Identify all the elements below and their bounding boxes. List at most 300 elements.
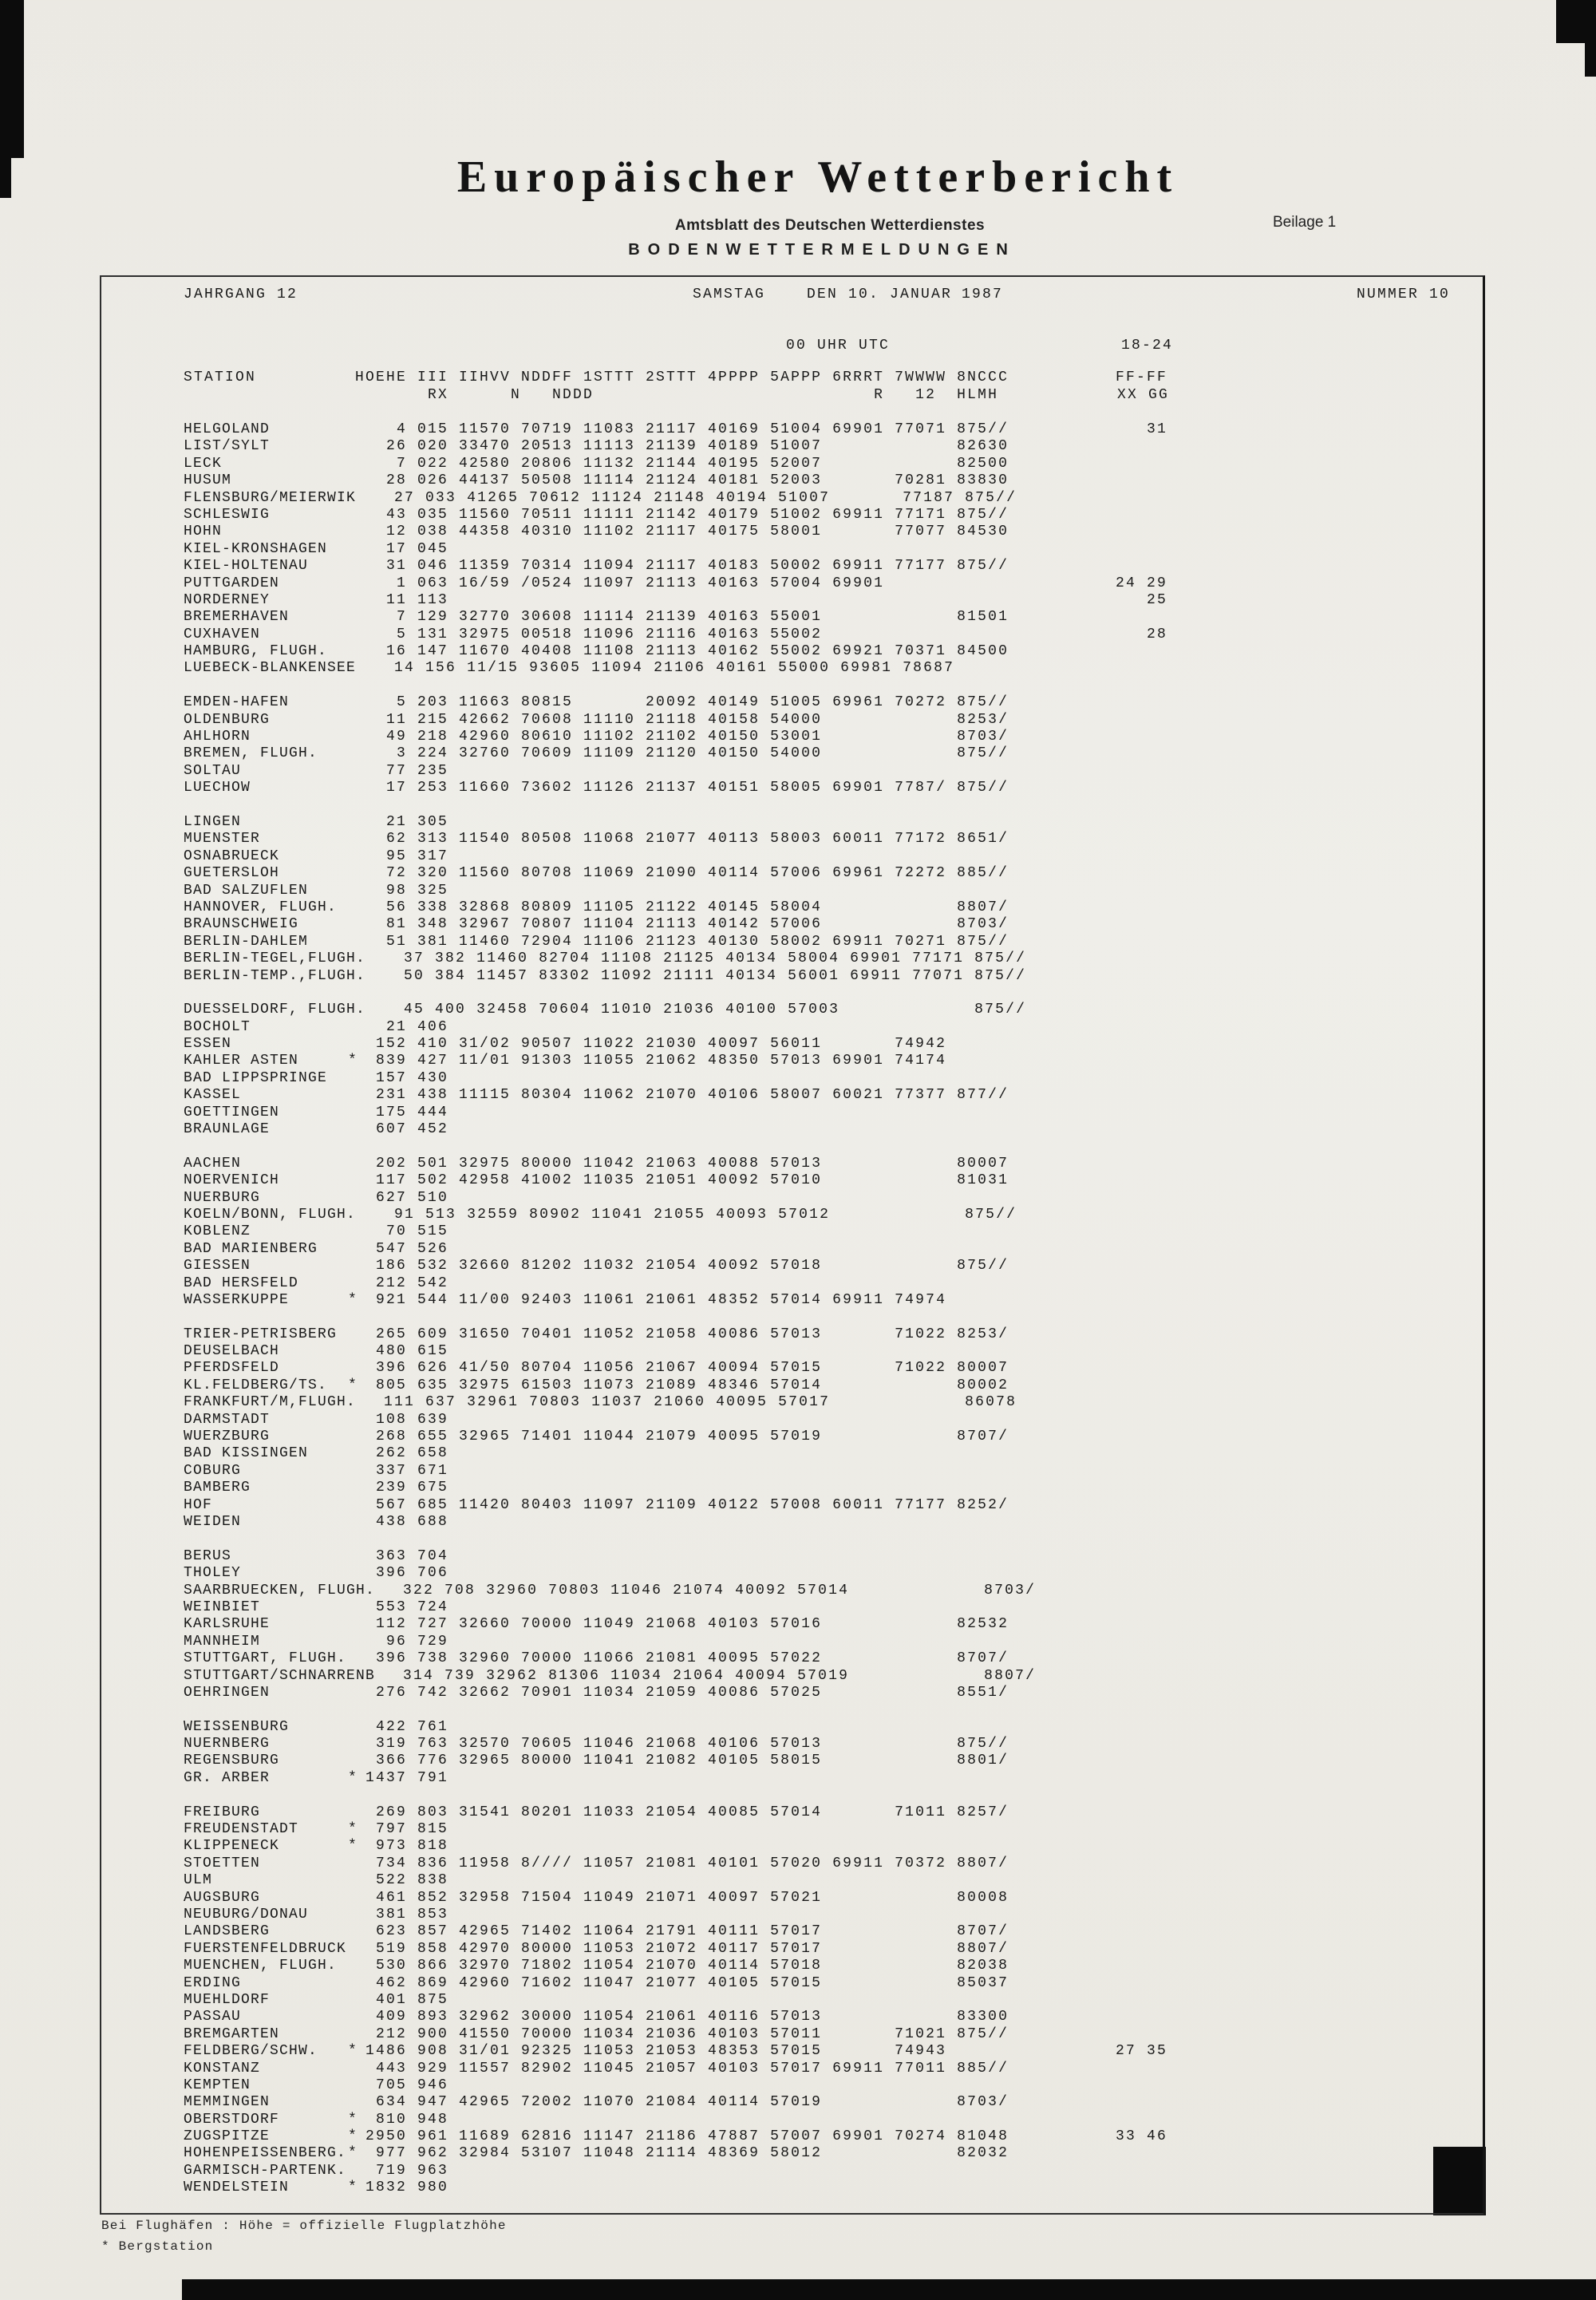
station-values: 91 513 32559 80902 11041 21055 40093 57012 875// — [373, 1206, 1017, 1223]
bergstation-marker: * — [348, 1053, 359, 1069]
station-row — [101, 883, 1483, 899]
station-values: 322 708 32960 70803 11046 21074 40092 57014 8703/ — [393, 1582, 1037, 1599]
station-values: 26 020 33470 20513 11113 21139 40189 51007 82630 — [365, 438, 1009, 455]
station-values: 921 544 11/00 92403 11061 21061 48352 57014 69911 74974 — [365, 1291, 947, 1308]
station-row — [101, 1156, 1483, 1172]
station-name: FELDBERG/SCHW. — [184, 2043, 318, 2060]
page-title: Europäischer Wetterbericht — [456, 152, 1179, 202]
station-values: 805 635 32975 61503 11073 21089 48346 57014 80002 — [365, 1377, 1009, 1393]
station-name: KIEL-HOLTENAU — [184, 558, 309, 575]
station-row — [101, 1105, 1483, 1121]
bergstation-marker: * — [348, 2111, 359, 2128]
station-name: NUERBURG — [184, 1189, 261, 1206]
station-name: BREMGARTEN — [184, 2025, 280, 2042]
station-row — [101, 1343, 1483, 1360]
station-values: 734 836 11958 8//// 11057 21081 40101 57020 69911 70372 8807/ — [365, 1855, 1009, 1871]
station-name: MANNHEIM — [184, 1633, 261, 1650]
station-values: 810 948 — [365, 2111, 449, 2128]
station-row — [101, 575, 1483, 592]
station-row — [101, 1821, 1483, 1838]
station-row — [101, 1326, 1483, 1343]
station-row — [101, 865, 1483, 882]
station-row — [101, 1599, 1483, 1616]
station-values: 117 502 42958 41002 11035 21051 40092 57010 81031 — [365, 1172, 1009, 1189]
station-row — [101, 1002, 1483, 1018]
station-name: OSNABRUECK — [184, 848, 280, 864]
station-values: 553 724 — [365, 1599, 449, 1615]
station-values: 96 729 — [365, 1633, 449, 1650]
station-name: BAD HERSFELD — [184, 1274, 299, 1291]
station-values: 4 015 11570 70719 11083 21117 40169 51004 69901 77071 875// — [365, 421, 1009, 437]
station-values: 45 400 32458 70604 11010 21036 40100 57003 875// — [383, 1002, 1027, 1018]
station-group — [101, 1156, 1483, 1310]
station-row — [101, 1668, 1483, 1685]
station-group — [101, 1804, 1483, 2197]
station-name: STUTTGART/SCHNARRENB — [184, 1667, 376, 1684]
station-wind-values: 28 — [1116, 626, 1168, 642]
station-values: 363 704 — [365, 1547, 449, 1564]
station-values: 547 526 — [365, 1240, 449, 1257]
station-column-header: STATION — [184, 370, 257, 385]
station-row — [101, 1241, 1483, 1258]
station-name: MUEHLDORF — [184, 1991, 271, 2008]
station-name: KOELN/BONN, FLUGH. — [184, 1206, 357, 1223]
station-row — [101, 1429, 1483, 1445]
station-name: ZUGSPITZE — [184, 2128, 271, 2145]
station-name: KOBLENZ — [184, 1223, 251, 1240]
station-group — [101, 694, 1483, 796]
station-name: FUERSTENFELDBRUCK — [184, 1940, 347, 1957]
station-row — [101, 934, 1483, 950]
station-values: 186 532 32660 81202 11032 21054 40092 57018 875// — [365, 1258, 1009, 1274]
bergstation-marker: * — [348, 1821, 359, 1838]
station-name: KAHLER ASTEN — [184, 1053, 299, 1069]
station-values: 81 348 32967 70807 11104 21113 40142 57006 8703/ — [365, 916, 1009, 933]
station-name: NUERNBERG — [184, 1736, 271, 1753]
station-row — [101, 1583, 1483, 1599]
station-values: 231 438 11115 80304 11062 21070 40106 58007 60021 77377 877// — [365, 1087, 1009, 1104]
station-name: FREIBURG — [184, 1804, 261, 1820]
station-values: 366 776 32965 80000 11041 21082 40105 58015 8801/ — [365, 1753, 1009, 1769]
station-name: LUECHOW — [184, 780, 251, 796]
station-row — [101, 1685, 1483, 1701]
station-values: 265 609 31650 70401 11052 21058 40086 57013 71022 8253/ — [365, 1326, 1009, 1342]
station-values: 567 685 11420 80403 11097 21109 40122 57008 60011 77177 8252/ — [365, 1496, 1009, 1513]
station-values: 21 305 — [365, 813, 449, 830]
station-row — [101, 1548, 1483, 1565]
station-name: PASSAU — [184, 2009, 242, 2025]
station-row — [101, 848, 1483, 865]
station-name: HELGOLAND — [184, 421, 271, 437]
scan-artifact-top-right — [1556, 0, 1596, 43]
station-name: HUSUM — [184, 472, 232, 489]
station-values: 530 866 32970 71802 11054 21070 40114 57018 82038 — [365, 1958, 1009, 1974]
station-values: 202 501 32975 80000 11042 21063 40088 57013 80007 — [365, 1155, 1009, 1172]
station-name: BRAUNLAGE — [184, 1121, 271, 1138]
station-name: GR. ARBER — [184, 1769, 271, 1786]
station-name: GUETERSLOH — [184, 865, 280, 882]
station-row — [101, 780, 1483, 796]
station-values: 7 022 42580 20806 11132 21144 40195 52007 82500 — [365, 455, 1009, 472]
station-name: KEMPTEN — [184, 2077, 251, 2093]
station-values: 1437 791 — [365, 1769, 449, 1786]
station-values: 70 515 — [365, 1223, 449, 1240]
station-values: 21 406 — [365, 1018, 449, 1035]
station-values: 72 320 11560 80708 11069 21090 40114 57006 69961 72272 885// — [365, 865, 1009, 882]
station-row — [101, 2163, 1483, 2179]
station-row — [101, 968, 1483, 985]
jahrgang-label: JAHRGANG 12 — [184, 287, 298, 302]
station-name: SOLTAU — [184, 762, 242, 779]
station-name: HOHN — [184, 524, 223, 540]
station-name: BAD KISSINGEN — [184, 1445, 309, 1462]
station-values: 51 381 11460 72904 11106 21123 40130 58002 69911 70271 875// — [365, 933, 1009, 950]
station-values: 98 325 — [365, 882, 449, 899]
station-row — [101, 1223, 1483, 1240]
bergstation-marker: * — [348, 1377, 359, 1393]
bergstation-marker: * — [348, 2128, 359, 2145]
scan-artifact-bottom-bar — [182, 2279, 1596, 2300]
station-values: 839 427 11/01 91303 11055 21062 48350 57013 69901 74174 — [365, 1053, 947, 1069]
station-row — [101, 2077, 1483, 2094]
station-row — [101, 421, 1483, 438]
bergstation-marker: * — [348, 1769, 359, 1786]
station-name: PFERDSFELD — [184, 1360, 280, 1377]
station-values: 31 046 11359 70314 11094 21117 40183 50002 69911 77177 875// — [365, 558, 1009, 575]
ff-column-header: FF-FF — [1116, 370, 1168, 385]
station-values: 268 655 32965 71401 11044 21079 40095 57019 8707/ — [365, 1429, 1009, 1445]
station-row — [101, 592, 1483, 609]
station-name: BERUS — [184, 1547, 232, 1564]
station-values: 239 675 — [365, 1480, 449, 1496]
station-values: 276 742 32662 70901 11034 21059 40086 57025 8551/ — [365, 1684, 1009, 1701]
station-row — [101, 507, 1483, 524]
station-name: SCHLESWIG — [184, 506, 271, 523]
station-values: 7 129 32770 30608 11114 21139 40163 55001 81501 — [365, 609, 1009, 626]
station-values: 396 706 — [365, 1565, 449, 1582]
station-values: 37 382 11460 82704 11108 21125 40134 58004 69901 77171 875// — [383, 950, 1027, 967]
station-name: FLENSBURG/MEIERWIK — [184, 489, 357, 506]
station-row — [101, 1445, 1483, 1462]
bergstation-marker: * — [348, 2145, 359, 2162]
station-values: 17 253 11660 73602 11126 21137 40151 58005 69901 7787/ 875// — [365, 780, 1009, 796]
station-values: 314 739 32962 81306 11034 21064 40094 57019 8807/ — [393, 1667, 1037, 1684]
station-name: COBURG — [184, 1462, 242, 1479]
station-values: 396 626 41/50 80704 11056 21067 40094 57015 71022 80007 — [365, 1360, 1009, 1377]
station-name: WEIDEN — [184, 1514, 242, 1530]
station-values: 1486 908 31/01 92325 11053 21053 48353 57015 74943 — [365, 2043, 947, 2060]
station-row — [101, 1804, 1483, 1821]
station-row — [101, 916, 1483, 933]
station-row — [101, 814, 1483, 831]
station-name: SAARBRUECKEN, FLUGH. — [184, 1582, 376, 1599]
station-row — [101, 1975, 1483, 1992]
station-row — [101, 729, 1483, 745]
scan-artifact-top-left — [0, 0, 24, 158]
station-values: 705 946 — [365, 2077, 449, 2093]
station-name: LUEBECK-BLANKENSEE — [184, 660, 357, 677]
station-name: BERLIN-DAHLEM — [184, 933, 309, 950]
station-row — [101, 1565, 1483, 1582]
station-name: HOF — [184, 1496, 213, 1513]
station-values: 56 338 32868 80809 11105 21122 40145 58004 8807/ — [365, 899, 1009, 915]
station-rows — [101, 421, 1483, 2214]
station-name: WENDELSTEIN — [184, 2179, 290, 2196]
station-wind-values: 27 35 — [1116, 2043, 1168, 2060]
station-name: WASSERKUPPE — [184, 1291, 290, 1308]
station-values: 381 853 — [365, 1906, 449, 1923]
station-row — [101, 1190, 1483, 1207]
station-values: 3 224 32760 70609 11109 21120 40150 54000 875// — [365, 745, 1009, 762]
station-row — [101, 1258, 1483, 1274]
station-name: HOHENPEISSENBERG. — [184, 2145, 347, 2162]
station-row — [101, 1941, 1483, 1958]
station-values: 409 893 32962 30000 11054 21061 40116 57013 83300 — [365, 2009, 1009, 2025]
station-wind-values: 33 46 — [1116, 2128, 1168, 2145]
station-name: HAMBURG, FLUGH. — [184, 643, 328, 660]
station-name: LANDSBERG — [184, 1923, 271, 1940]
station-name: KASSEL — [184, 1087, 242, 1104]
bergstation-marker: * — [348, 1838, 359, 1855]
station-values: 519 858 42970 80000 11053 21072 40117 57017 8807/ — [365, 1940, 1009, 1957]
station-name: WUERZBURG — [184, 1429, 271, 1445]
station-row — [101, 1070, 1483, 1087]
station-values: 212 542 — [365, 1274, 449, 1291]
station-name: ESSEN — [184, 1036, 232, 1053]
station-name: STUTTGART, FLUGH. — [184, 1650, 347, 1667]
station-row — [101, 609, 1483, 626]
station-row — [101, 1736, 1483, 1753]
station-row — [101, 745, 1483, 762]
station-values: 112 727 32660 70000 11049 21068 40103 57016 82532 — [365, 1616, 1009, 1633]
station-name: MUENSTER — [184, 831, 261, 848]
station-name: KL.FELDBERG/TS. — [184, 1377, 328, 1393]
station-values: 28 026 44137 50508 11114 21124 40181 52003 70281 83830 — [365, 472, 1009, 489]
station-name: BAMBERG — [184, 1480, 251, 1496]
station-row — [101, 899, 1483, 916]
station-name: EMDEN-HAFEN — [184, 694, 290, 711]
station-row — [101, 1275, 1483, 1292]
station-group — [101, 1548, 1483, 1702]
station-name: ERDING — [184, 1974, 242, 1991]
station-row — [101, 660, 1483, 677]
station-values: 12 038 44358 40310 11102 21117 40175 58001 77077 84530 — [365, 524, 1009, 540]
station-row — [101, 1753, 1483, 1769]
station-row — [101, 2128, 1483, 2145]
station-name: FRANKFURT/M,FLUGH. — [184, 1394, 357, 1411]
station-name: BERLIN-TEGEL,FLUGH. — [184, 950, 366, 967]
station-name: KARLSRUHE — [184, 1616, 271, 1633]
station-row — [101, 1121, 1483, 1138]
station-name: THOLEY — [184, 1565, 242, 1582]
station-name: BREMEN, FLUGH. — [184, 745, 318, 762]
station-row — [101, 1172, 1483, 1189]
nummer-label: NUMMER 10 — [1357, 287, 1451, 302]
station-values: 422 761 — [365, 1718, 449, 1735]
station-row — [101, 524, 1483, 540]
station-values: 797 815 — [365, 1821, 449, 1838]
station-values: 438 688 — [365, 1514, 449, 1530]
station-name: TRIER-PETRISBERG — [184, 1326, 338, 1342]
station-values: 111 637 32961 70803 11037 21060 40095 57017 86078 — [373, 1394, 1017, 1411]
station-row — [101, 1634, 1483, 1650]
weekday-label: SAMSTAG — [693, 287, 766, 302]
station-row — [101, 2179, 1483, 2196]
station-values: 623 857 42965 71402 11064 21791 40111 57017 8707/ — [365, 1923, 1009, 1940]
station-values: 157 430 — [365, 1069, 449, 1086]
beilage-label: Beilage 1 — [1273, 214, 1337, 231]
station-row — [101, 456, 1483, 472]
station-row — [101, 1036, 1483, 1053]
bergstation-marker: * — [348, 2179, 359, 2196]
footnote-bergstation: * Bergstation — [101, 2239, 214, 2254]
station-row — [101, 1923, 1483, 1940]
station-name: FREUDENSTADT — [184, 1821, 299, 1838]
station-row — [101, 2145, 1483, 2162]
date-label: DEN 10. JANUAR — [807, 287, 953, 302]
station-row — [101, 1514, 1483, 1531]
doc-type-label: BODENWETTERMELDUNGEN — [628, 241, 1016, 259]
page-subtitle: Amtsblatt des Deutschen Wetterdienstes — [674, 217, 986, 234]
station-name: GOETTINGEN — [184, 1104, 280, 1120]
station-name: STOETTEN — [184, 1855, 261, 1871]
station-wind-values: 25 — [1116, 591, 1168, 608]
station-row — [101, 438, 1483, 455]
station-name: AUGSBURG — [184, 1889, 261, 1906]
station-name: AACHEN — [184, 1155, 242, 1172]
station-row — [101, 694, 1483, 711]
station-row — [101, 1412, 1483, 1429]
station-name: DARMSTADT — [184, 1411, 271, 1428]
station-group — [101, 1719, 1483, 1788]
station-row — [101, 950, 1483, 967]
station-row — [101, 2061, 1483, 2077]
station-name: BERLIN-TEMP.,FLUGH. — [184, 967, 366, 984]
data-columns-header-line2: RX N NDDD R 12 HLMH — [365, 387, 999, 403]
station-name: AHLHORN — [184, 729, 251, 745]
station-values: 175 444 — [365, 1104, 449, 1120]
station-values: 480 615 — [365, 1343, 449, 1360]
station-row — [101, 1463, 1483, 1480]
time-utc-label: 00 UHR UTC — [786, 338, 891, 354]
station-name: GARMISCH-PARTENK. — [184, 2162, 347, 2179]
station-group — [101, 421, 1483, 678]
station-row — [101, 1480, 1483, 1496]
station-name: WEINBIET — [184, 1599, 261, 1615]
station-values: 396 738 32960 70000 11066 21081 40095 57022 8707/ — [365, 1650, 1009, 1667]
station-values: 627 510 — [365, 1189, 449, 1206]
station-row — [101, 1872, 1483, 1889]
station-row — [101, 2094, 1483, 2111]
period-label: 18-24 — [1121, 338, 1174, 354]
station-row — [101, 1958, 1483, 1974]
station-name: HANNOVER, FLUGH. — [184, 899, 338, 915]
station-values: 62 313 11540 80508 11068 21077 40113 58003 60011 77172 8651/ — [365, 831, 1009, 848]
station-name: KIEL-KRONSHAGEN — [184, 540, 328, 557]
station-row — [101, 2112, 1483, 2128]
station-values: 1 063 16/59 /0524 11097 21113 40163 57004 69901 — [365, 575, 885, 591]
station-values: 16 147 11670 40408 11108 21113 40162 55002 69921 70371 84500 — [365, 643, 1009, 660]
station-name: BREMERHAVEN — [184, 609, 290, 626]
station-values: 401 875 — [365, 1991, 449, 2008]
bulletin-frame — [100, 275, 1485, 2215]
station-row — [101, 541, 1483, 558]
station-name: PUTTGARDEN — [184, 575, 280, 591]
station-name: BAD SALZUFLEN — [184, 882, 309, 899]
station-row — [101, 2026, 1483, 2043]
station-values: 319 763 32570 70605 11046 21068 40106 57013 875// — [365, 1736, 1009, 1753]
station-row — [101, 1719, 1483, 1736]
station-name: BRAUNSCHWEIG — [184, 916, 299, 933]
station-row — [101, 1207, 1483, 1223]
station-row — [101, 472, 1483, 489]
station-values: 607 452 — [365, 1121, 449, 1138]
station-values: 977 962 32984 53107 11048 21114 48369 58012 82032 — [365, 2145, 1009, 2162]
station-name: NEUBURG/DONAU — [184, 1906, 309, 1923]
station-row — [101, 1992, 1483, 2009]
station-values: 11 113 — [365, 591, 449, 608]
station-values: 152 410 31/02 90507 11022 21030 40097 56011 74942 — [365, 1036, 947, 1053]
station-values: 634 947 42965 72002 11070 21084 40114 57019 8703/ — [365, 2094, 1009, 2111]
station-values: 462 869 42960 71602 11047 21077 40105 57015 85037 — [365, 1974, 1009, 1991]
station-wind-values: 31 — [1116, 421, 1168, 437]
station-values: 212 900 41550 70000 11034 21036 40103 57011 71021 875// — [365, 2025, 1009, 2042]
station-name: GIESSEN — [184, 1258, 251, 1274]
station-name: LECK — [184, 455, 223, 472]
station-row — [101, 1360, 1483, 1377]
station-row — [101, 1053, 1483, 1069]
station-name: OEHRINGEN — [184, 1684, 271, 1701]
station-name: BAD MARIENBERG — [184, 1240, 318, 1257]
station-row — [101, 2009, 1483, 2025]
scan-artifact-right-edge — [1585, 43, 1596, 77]
scan-artifact-top-left-tail — [0, 158, 11, 198]
station-values: 262 658 — [365, 1445, 449, 1462]
station-row — [101, 626, 1483, 643]
station-name: WEISSENBURG — [184, 1718, 290, 1735]
station-name: OBERSTDORF — [184, 2111, 280, 2128]
station-row — [101, 1497, 1483, 1514]
station-name: CUXHAVEN — [184, 626, 261, 642]
station-values: 5 131 32975 00518 11096 21116 40163 55002 — [365, 626, 823, 642]
station-name: MUENCHEN, FLUGH. — [184, 1958, 338, 1974]
station-row — [101, 1019, 1483, 1036]
station-values: 719 963 — [365, 2162, 449, 2179]
station-values: 1832 980 — [365, 2179, 449, 2196]
year-label: 1987 — [962, 287, 1004, 302]
footnote-airport-height: Bei Flughäfen : Höhe = offizielle Flugplatzhöhe — [101, 2219, 507, 2233]
station-row — [101, 1907, 1483, 1923]
station-row — [101, 1890, 1483, 1907]
station-row — [101, 643, 1483, 660]
bergstation-marker: * — [348, 1291, 359, 1308]
station-name: BAD LIPPSPRINGE — [184, 1069, 328, 1086]
station-values: 17 045 — [365, 540, 449, 557]
station-name: OLDENBURG — [184, 711, 271, 728]
station-name: NOERVENICH — [184, 1172, 280, 1189]
station-row — [101, 1770, 1483, 1787]
station-row — [101, 1650, 1483, 1667]
station-group — [101, 814, 1483, 985]
station-row — [101, 1616, 1483, 1633]
station-row — [101, 1292, 1483, 1309]
station-name: BOCHOLT — [184, 1018, 251, 1035]
station-values: 461 852 32958 71504 11049 21071 40097 57021 80008 — [365, 1889, 1009, 1906]
station-values: 50 384 11457 83302 11092 21111 40134 56001 69911 77071 875// — [383, 967, 1027, 984]
station-wind-values: 24 29 — [1116, 575, 1168, 591]
station-row — [101, 2043, 1483, 2060]
station-values: 27 033 41265 70612 11124 21148 40194 51007 77187 875// — [373, 489, 1017, 506]
